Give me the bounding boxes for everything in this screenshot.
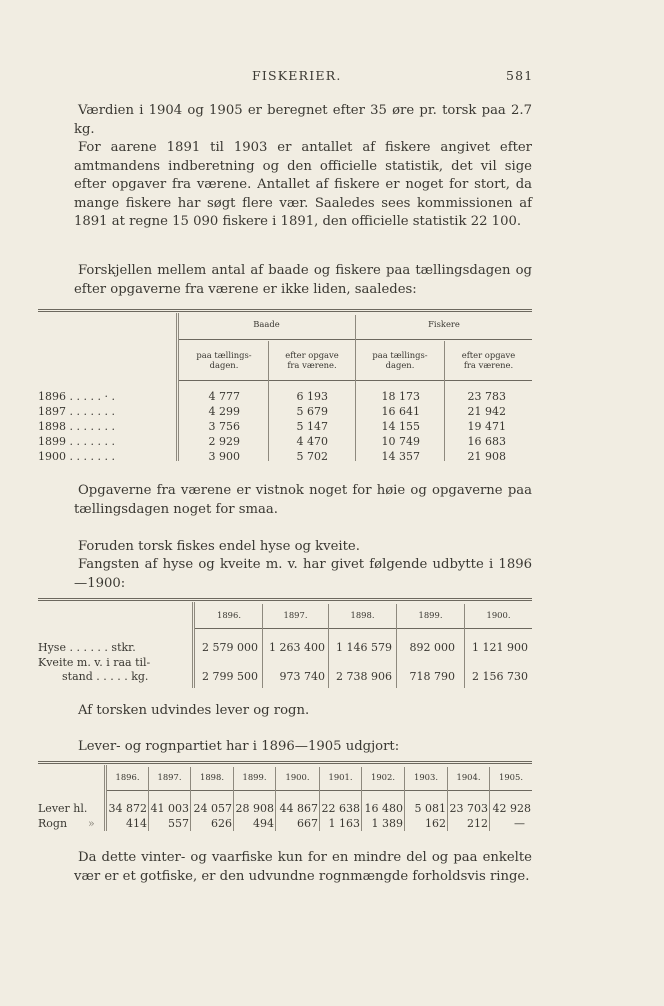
- table3-rows-0-values-1: 41 003: [150, 802, 189, 815]
- t2-year-1897: 1897.: [283, 610, 308, 620]
- table-divider: [176, 313, 177, 461]
- t2-year-1899: 1899.: [418, 610, 443, 620]
- t3-year-1905: 1905.: [499, 772, 523, 782]
- t3-year-1904: 1904.: [456, 772, 481, 782]
- t2-year-1896: 1896.: [217, 610, 241, 620]
- table-rule: [194, 628, 532, 629]
- subheader-fishers-census: paa tællings- dagen.: [372, 350, 428, 370]
- table3-rows-1-values-5: 1 163: [328, 817, 360, 830]
- t3-year-1896: 1896.: [115, 772, 140, 782]
- table2-rows-0-values-3: 892 000: [409, 641, 455, 654]
- table1-rows-3-values-2: 10 749: [381, 435, 420, 448]
- table1-rows-3-values-1: 4 470: [296, 435, 328, 448]
- table3-rows-0-values-6: 16 480: [364, 802, 403, 815]
- table1-rows-1-values-3: 21 942: [467, 405, 506, 418]
- table2-rows-1-label2: stand . . . . . kg.: [62, 670, 149, 683]
- t3-year-1902: 1902.: [371, 772, 395, 782]
- table2-rows-1-values-2: 2 738 906: [336, 670, 392, 683]
- paragraph-8: [74, 738, 532, 757]
- group-header-fishers: Fiskere: [428, 319, 460, 329]
- table3-rows-0-label: Lever hl.: [38, 802, 88, 815]
- table3-rows-1-values-2: 626: [211, 817, 232, 830]
- table1-rows-1-year: 1897 . . . . . . .: [38, 405, 115, 418]
- paragraphs-p9: Da dette vinter- og vaarfiske kun for en mindre del og paa enkelte vær er et gotfiske, er den udvundne rognmængde forholdsvis ringe.: [74, 850, 532, 884]
- table2-rows-1-values-0: 2 799 500: [202, 670, 258, 683]
- table3-rows-1-values-6: 1 389: [371, 817, 403, 830]
- table3-rows-0-values-9: 42 928: [492, 802, 531, 815]
- paragraph-9: [74, 849, 532, 886]
- paragraphs-p8: Lever- og rognpartiet har i 1896—1905 udgjort:: [78, 739, 400, 754]
- paragraph-1: [74, 102, 532, 139]
- table1-rows-2-values-1: 5 147: [296, 420, 328, 433]
- table3-rows-0-values-3: 28 908: [235, 802, 274, 815]
- running-header: [0, 68, 664, 84]
- header-title: FISKERIER.: [252, 68, 342, 83]
- table1-rows-2-values-3: 19 471: [467, 420, 506, 433]
- table2-rows-0-values-1: 1 263 400: [269, 641, 325, 654]
- table1-rows-3-values-0: 2 929: [208, 435, 240, 448]
- table1-rows-0-values-1: 6 193: [296, 390, 328, 403]
- table3-rows-1-values-1: 557: [168, 817, 189, 830]
- table3-rows-0-values-2: 24 057: [193, 802, 232, 815]
- subheader-boats-census: paa tællings- dagen.: [196, 350, 252, 370]
- table3-rows-0-values-0: 34 872: [108, 802, 147, 815]
- paragraph-7: [74, 702, 532, 721]
- t2-year-1898: 1898.: [350, 610, 375, 620]
- paragraphs-p1: Værdien i 1904 og 1905 er beregnet efter 35 øre pr. torsk paa 2.7 kg.: [74, 103, 532, 137]
- table2-rows-1-values-4: 2 156 730: [472, 670, 528, 683]
- table3-rows-0-values-4: 44 867: [279, 802, 318, 815]
- table3-rows-0-values-8: 23 703: [449, 802, 488, 815]
- table2-rows-1-values-1: 973 740: [279, 670, 325, 683]
- table-divider: [104, 765, 105, 831]
- paragraphs-p7: Af torsken udvindes lever og rogn.: [78, 703, 310, 718]
- table2-rows-1-values-3: 718 790: [409, 670, 455, 683]
- ditto-mark: »: [88, 817, 95, 830]
- table1-rows-2-values-0: 3 756: [208, 420, 240, 433]
- paragraph-5: [74, 538, 532, 557]
- table1-rows-3-year: 1899 . . . . . . .: [38, 435, 115, 448]
- table1-rows-4-values-2: 14 357: [381, 450, 420, 463]
- t3-year-1903: 1903.: [414, 772, 438, 782]
- table1-rows-3-values-3: 16 683: [467, 435, 506, 448]
- t3-year-1901: 1901.: [328, 772, 353, 782]
- table2-rows-0-label1: Hyse . . . . . . stkr.: [38, 641, 136, 654]
- table3-rows-1-values-7: 162: [425, 817, 446, 830]
- paragraph-6: [74, 556, 532, 593]
- t3-year-1897: 1897.: [157, 772, 182, 782]
- table2-rows-0-values-0: 2 579 000: [202, 641, 258, 654]
- table3-rows-1-values-4: 667: [297, 817, 318, 830]
- table3-rows-0-values-7: 5 081: [414, 802, 446, 815]
- table3-rows-1-values-9: —: [514, 817, 525, 830]
- table2-rows-0-values-2: 1 146 579: [336, 641, 392, 654]
- table1-rows-1-values-0: 4 299: [208, 405, 240, 418]
- table1-rows-0-values-3: 23 783: [467, 390, 506, 403]
- table1-rows-2-year: 1898 . . . . . . .: [38, 420, 115, 433]
- t3-year-1899: 1899.: [242, 772, 267, 782]
- table1-rows-4-values-1: 5 702: [296, 450, 328, 463]
- paragraphs-p4: Opgaverne fra værene er vistnok noget for høie og opgaverne paa tællingsdagen noget for smaa.: [74, 483, 532, 517]
- table1-rows-0-values-2: 18 173: [381, 390, 420, 403]
- table1-rows-1-values-1: 5 679: [296, 405, 328, 418]
- table-rule: [38, 761, 532, 764]
- t3-year-1900: 1900.: [285, 772, 310, 782]
- paragraphs-p6: Fangsten af hyse og kveite m. v. har givet følgende udbytte i 1896—1900:: [74, 557, 532, 591]
- table3-rows-1-values-0: 414: [126, 817, 147, 830]
- table3-rows-1-label: Rogn: [38, 817, 68, 830]
- paragraph-3: [74, 262, 532, 299]
- table-divider: [178, 313, 179, 461]
- paragraphs-p5: Foruden torsk fiskes endel hyse og kveite.: [78, 539, 360, 554]
- paragraphs-p2: For aarene 1891 til 1903 er antallet af fiskere angivet efter amtmandens indberetning og den officielle statistik, det vil sige efter opgaver fra værene. Antallet af fiskere er noget for stort, da mange fiskere har søgt flere vær. Saaledes sees kommissionen af 1891 at regne 15 090 fiskere i 1891, den officielle statistik 22 100.: [74, 140, 532, 230]
- table-rule: [38, 598, 532, 601]
- subheader-fishers-reports: efter opgave fra værene.: [461, 350, 516, 370]
- group-header-boats: Baade: [253, 319, 280, 329]
- table-divider: [192, 602, 193, 688]
- t2-year-1900: 1900.: [486, 610, 511, 620]
- table3-rows-1-values-8: 212: [467, 817, 488, 830]
- table1-rows-4-year: 1900 . . . . . . .: [38, 450, 115, 463]
- table-divider: [194, 602, 195, 688]
- t3-year-1898: 1898.: [200, 772, 224, 782]
- subheader-boats-reports: efter opgave fra værene.: [285, 350, 339, 370]
- table1-rows-2-values-2: 14 155: [381, 420, 420, 433]
- table-rule: [38, 309, 532, 312]
- table2-rows-1-label1: Kveite m. v. i raa til-: [38, 656, 151, 669]
- page-number: 581: [506, 68, 534, 83]
- paragraph-2: [74, 139, 532, 232]
- table1-rows-0-values-0: 4 777: [208, 390, 240, 403]
- table1-rows-0-year: 1896 . . . . . · .: [38, 390, 115, 403]
- table1-rows-1-values-2: 16 641: [381, 405, 420, 418]
- paragraph-4: [74, 482, 532, 519]
- table1-rows-4-values-3: 21 908: [467, 450, 506, 463]
- paragraphs-p3: Forskjellen mellem antal af baade og fiskere paa tællingsdagen og efter opgaverne fra værene er ikke liden, saaledes:: [74, 263, 532, 297]
- table2-rows-0-values-4: 1 121 900: [472, 641, 528, 654]
- table1-rows-4-values-0: 3 900: [208, 450, 240, 463]
- table3-rows-1-values-3: 494: [253, 817, 274, 830]
- table3-rows-0-values-5: 22 638: [321, 802, 360, 815]
